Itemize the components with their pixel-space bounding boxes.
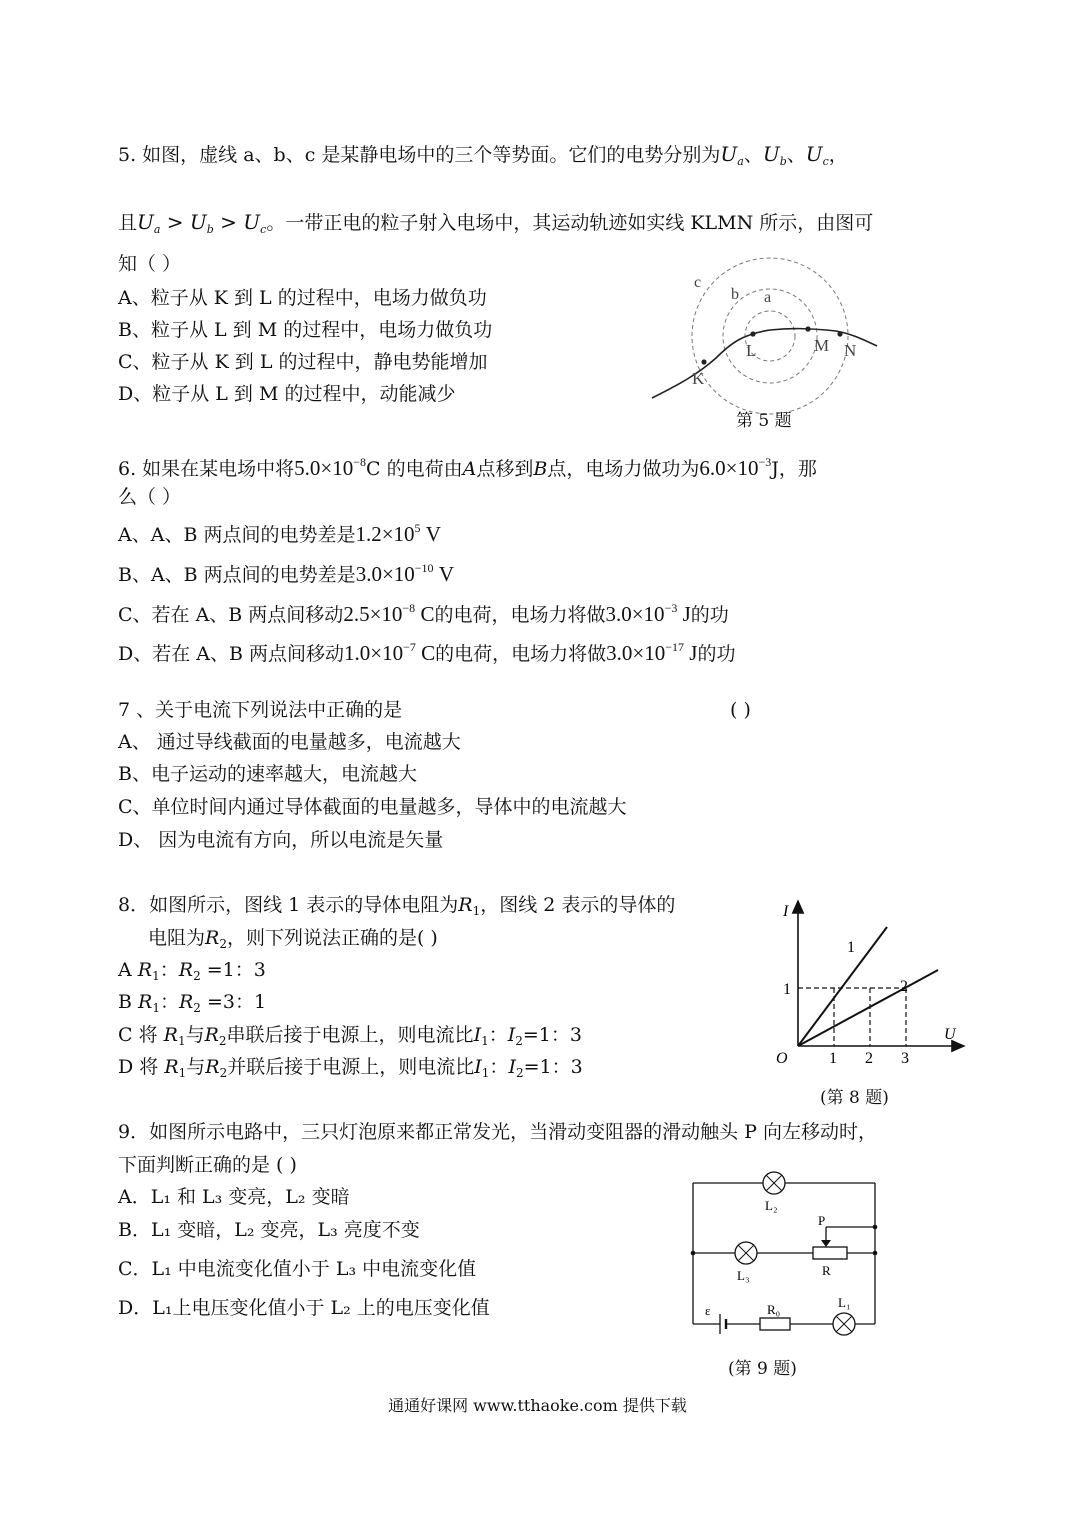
label-L2: L₂	[765, 1198, 778, 1213]
potential-Uc: $U_c$	[805, 142, 829, 168]
label-P: P	[818, 1213, 826, 1228]
work-value: $6.0\times 10^{-3}$	[699, 455, 772, 480]
point-L	[750, 331, 755, 336]
label-L: L	[746, 341, 757, 360]
q5-option-b: B、粒子从 L 到 M 的过程中，电场力做负功	[118, 319, 493, 341]
rheostat-R	[813, 1247, 847, 1259]
q5-line-2: 且$U_a > U_b > U_c$。一带正电的粒子射入电场中，其运动轨迹如实线 KLMN 所示，由图可	[118, 210, 874, 236]
label-M: M	[814, 336, 830, 355]
page-footer: 通通好课网 www.tthaoke.com 提供下载	[388, 1396, 687, 1415]
tick-i-1: 1	[783, 981, 791, 998]
q7-option-b: B、电子运动的速率越大，电流越大	[118, 763, 417, 785]
q9-line-1: 9．如图所示电路中，三只灯泡原来都正常发光，当滑动变阻器的滑动触头 P 向左移动时，	[118, 1121, 877, 1143]
q5-option-c: C、粒子从 K 到 L 的过程中，静电势能增加	[118, 351, 488, 373]
q8-line-2: 电阻为$R_2$，则下列说法正确的是( )	[148, 927, 438, 951]
q7-stem: 7 、关于电流下列说法中正确的是	[118, 699, 403, 721]
q8-line-1: 8．如图所示，图线 1 表示的导体电阻为$R_1$，图线 2 表示的导体的	[118, 894, 676, 918]
q5-caption: 第 5 题	[736, 411, 792, 431]
q7-option-a: A、 通过导线截面的电量越多，电流越大	[118, 731, 461, 753]
label-K: K	[692, 369, 705, 388]
trajectory	[652, 329, 877, 398]
axis-label-I: I	[783, 903, 789, 920]
q6-option-b: B、A、B 两点间的电势差是$3.0\times 10^{-10}$ V	[118, 561, 454, 586]
resistor-R0	[760, 1318, 790, 1330]
q8-option-c: C 将 $R_1$与$R_2$串联后接于电源上，则电流比$I_1$：$I_2=1$：3	[118, 1024, 582, 1048]
point-M	[805, 326, 810, 331]
potential-inequality: $U_a > U_b > U_c$	[137, 210, 267, 236]
label-L3: L₃	[737, 1268, 750, 1283]
q6-line-2: 么（ ）	[118, 486, 182, 508]
tick-u-3: 3	[901, 1050, 909, 1067]
origin-label: O	[776, 1050, 788, 1067]
label-b: b	[731, 286, 739, 303]
q9-option-c: C．L₁ 中电流变化值小于 L₃ 中电流变化值	[118, 1258, 477, 1280]
q9-caption: (第 9 题)	[728, 1359, 797, 1379]
point-K	[701, 359, 706, 364]
q9-option-a: A．L₁ 和 L₃ 变亮，L₂ 变暗	[118, 1186, 350, 1208]
potential-Ub: $U_b$	[762, 142, 787, 168]
label-a: a	[764, 289, 772, 306]
q8-caption: (第 8 题)	[820, 1088, 889, 1108]
q5-line-3: 知（ ）	[118, 253, 182, 275]
q7-answer-paren: ( )	[730, 699, 751, 721]
q5-option-d: D、粒子从 L 到 M 的过程中，动能减少	[118, 383, 456, 405]
label-L1: L₁	[838, 1295, 851, 1310]
potential-Ua: $U_a$	[720, 142, 744, 168]
q8-figure	[770, 895, 970, 1070]
label-R0: R₀	[767, 1302, 781, 1317]
graph-line-2	[798, 970, 938, 1046]
charge-value: $5.0\times 10^{-8}$	[294, 455, 367, 480]
q8-option-d: D 将 $R_1$与$R_2$并联后接于电源上，则电流比$I_1$：$I_2=1$：3	[118, 1056, 583, 1080]
slider-P	[821, 1240, 831, 1247]
label-c: c	[694, 274, 702, 291]
q9-option-d: D．L₁上电压变化值小于 L₂ 上的电压变化值	[118, 1297, 490, 1319]
q6-line-1: 6. 如果在某电场中将$5.0\times 10^{-8}C$ 的电荷由A点移到B点，电场力做功为$6.0\times 10^{-3}J$，那	[118, 455, 817, 480]
q6-option-c: C、若在 A、B 两点间移动$2.5\times 10^{-8}$ C的电荷，电场力将做$3.0\times 10^{-3}$ J的功	[118, 601, 729, 626]
q7-option-c: C、单位时间内通过导体截面的电量越多，导体中的电流越大	[118, 796, 627, 818]
tick-u-1: 1	[829, 1050, 837, 1067]
label-N: N	[844, 341, 857, 360]
q5-line-1: 5. 如图，虚线 a、b、c 是某静电场中的三个等势面。它们的电势分别为$U_a$、$U_b$、$U_c$，	[118, 142, 848, 168]
point-N	[837, 331, 842, 336]
line-2-label: 2	[900, 978, 908, 995]
q8-option-b: B $R_1$：$R_2 =3$：1	[118, 991, 267, 1015]
axis-label-U: U	[944, 1026, 956, 1043]
label-R: R	[822, 1263, 831, 1278]
q8-option-a: A $R_1$：$R_2 =1$：3	[118, 959, 266, 983]
q6-option-d: D、若在 A、B 两点间移动$1.0\times 10^{-7}$ C的电荷，电场力将做$3.0\times 10^{-17}$ J的功	[118, 640, 736, 665]
q9-circuit	[685, 1170, 885, 1355]
q6-option-a: A、A、B 两点间的电势差是$1.2\times 10^5$ V	[118, 521, 441, 546]
q9-line-2: 下面判断正确的是 ( )	[118, 1154, 297, 1176]
tick-u-2: 2	[865, 1050, 873, 1067]
q5-option-a: A、粒子从 K 到 L 的过程中，电场力做负功	[118, 287, 487, 309]
label-emf: ε	[705, 1303, 711, 1318]
q9-option-b: B．L₁ 变暗，L₂ 变亮，L₃ 亮度不变	[118, 1219, 420, 1241]
q7-option-d: D、 因为电流有方向，所以电流是矢量	[118, 829, 444, 851]
q5-figure	[640, 262, 900, 412]
line-1-label: 1	[847, 939, 855, 956]
graph-line-1	[798, 927, 887, 1046]
